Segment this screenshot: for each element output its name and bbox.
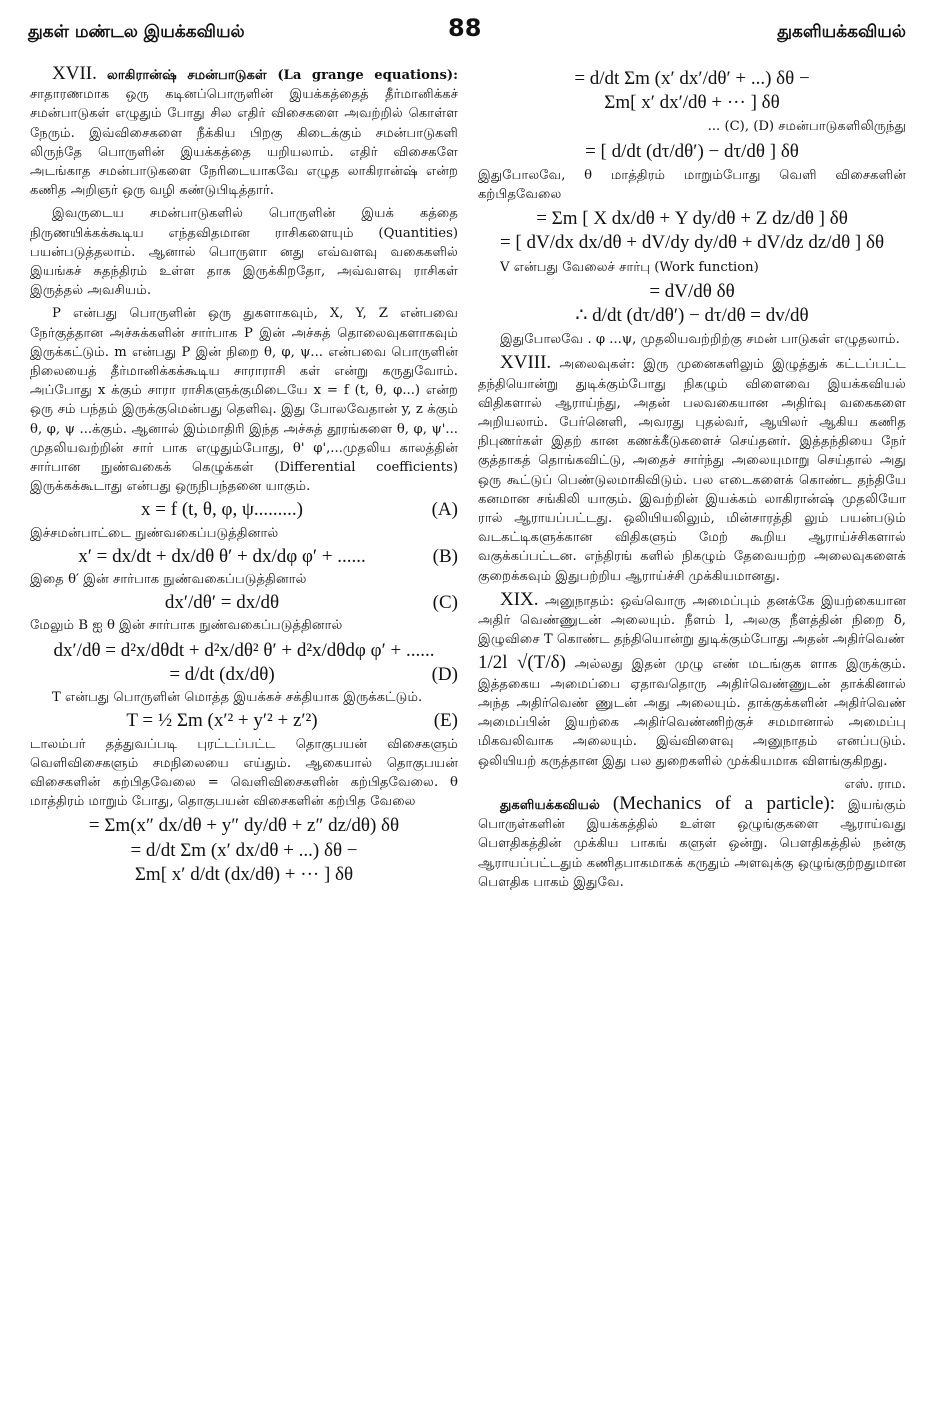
equation-f-line1: = Σm(x″ dx/dθ + y″ dy/dθ + z″ dz/dθ) δθ	[88, 816, 400, 836]
lagrange-section-intro	[30, 64, 458, 200]
equation-tag: (A)	[431, 499, 458, 521]
section-heading: லாகிரான்ஷ் சமன்பாடுகள் (La grange equations):	[106, 68, 459, 83]
section-number: XVIII.	[500, 352, 552, 374]
equation-h-line3: = dV/dθ δθ	[649, 281, 735, 302]
right-column	[478, 64, 906, 896]
equation-body: x′ = dx/dt + dx/dθ θ′ + dx/dφ φ′ + ......	[78, 546, 366, 567]
page-number: 88	[448, 14, 482, 42]
equation-tag: (E)	[433, 710, 458, 732]
section-number: XIX.	[500, 588, 539, 610]
paragraph: P என்பது பொருளின் ஒரு துகளாகவும், X, Y, Z என்பவை நேர்குத்தான அச்சுக்களின் சார்பாக P இன் அச்சுத் தொலைவுகளாகவும் இருக்கட்டும். m என்பது P இன் நிறை θ, φ, ψ... என்பவை பொருளின் நிலையைத் தீர்மானிக்கக்கூடிய சாராராசி கள் என்று கருதுவோம். அப்போது x க்கும் சாரா ராசிகளுக்குமிடையே x = f (t, θ, φ...) என்ற ஒரு சம் பந்தம் இருக்குமென்பது தெளிவு. இது போலவேதான் y, z க்கும் θ, φ, ψ ...க்கும். ஆனால் இம்மாதிரி இந்த அச்சுத் தூரங்களை θ, φ, ψ'... முதலியவற்றின் சார் பாக எழுதும்போது, θ' φ',...முதலிய காலத்தின் சார்பான நுண்வகைக் கெழுக்கள் (Differential coefficients) இருக்கக்கூடாது என்பது ஒருநிபந்தனை யாகும்.	[30, 306, 458, 495]
equation-body: x = f (t, θ, φ, ψ.........)	[141, 500, 303, 520]
resonance-section	[478, 590, 906, 650]
equation-a	[30, 500, 458, 519]
equation-body: = d/dt (dx/dθ)	[169, 664, 275, 685]
equation-b	[30, 547, 458, 566]
paragraph: இதுபோலவே . φ ...ψ, முதலியவற்றிற்கு சமன் பாடுகள் எழுதலாம்.	[500, 332, 900, 348]
entry-heading: துகளியக்கவியல்	[500, 797, 600, 813]
page-header	[28, 8, 912, 56]
equation-tag: (B)	[432, 545, 458, 567]
equation-note: ... (C), (D) சமன்பாடுகளிலிருந்து	[707, 119, 906, 135]
resonance-continued	[478, 653, 906, 770]
equation-tag: (D)	[431, 663, 458, 685]
left-column	[30, 64, 458, 889]
equation-body: T = ½ Σm (x′² + y′² + z′²)	[126, 711, 318, 731]
equation-g-line1: = d/dt Σm (x′ dx′/dθ′ + ...) δθ −	[574, 69, 810, 89]
equation-h-line2: = [ dV/dx dx/dθ + dV/dy dy/dθ + dV/dz dz/dθ ] δθ	[499, 233, 885, 253]
paragraph: இவருடைய சமன்பாடுகளில் பொருளின் இயக் கத்தை நிருணயிக்கக்கூடிய எந்தவிதமான ராசிகளையும் (Quantities) பயன்படுத்தலாம். ஆனால் பொருளா னது எவ்வளவு வகைகளில் இயங்கச் சுதந்திரம் உள்ள தாக இருக்கிறதோ, அவ்வளவு ராசிகள் இருத்தல் அவசியம்.	[30, 206, 458, 299]
paragraph: இதுபோலவே, θ மாத்திரம் மாறும்போது வெளி விசைகளின் கற்பிதவேலை	[478, 167, 906, 203]
paragraph: டாலம்பர் தத்துவப்படி புரட்டப்பட்ட தொகுபயன் விசைகளும் வெளிவிசைகளும் சமநிலையை எய்தும். ஆகையால் தொகுபயன் விசைகளின் கற்பிதவேலை = வெளிவிசைகளின் கற்பிதவேலை. θ மாத்திரம் மாறும் போது, தொகுபயன் விசைகளின் கற்பித வேலை	[30, 736, 458, 810]
particle-mechanics-entry	[478, 794, 906, 892]
equation-d	[30, 665, 458, 684]
paragraph-text: அல்லது இதன் முழு எண் மடங்குக ளாக இருக்கும். இத்தகைய அமைப்பை ஏதாவதொரு அதிர்வெண்ணுடன் தாக்கினால் அந்த அதிர்வெண் ணுடன் அது அலையும். தாக்குக்களின் அதிர்வெண் அமைப்பின் இயற்கை அதிர்வெண்ணிற்குச் சமமானால் அமைப்பு மிகவலிவாக அலையும். இவ்விளைவு அனுநாதம் எனப்படும். ஒலியியற் கருத்தான இது பல துறைகளில் முக்கியமாக விளங்குகிறது.	[478, 657, 906, 769]
paragraph: மேலும் B ஐ θ இன் சார்பாக நுண்வகைப்படுத்தினால்	[30, 618, 343, 634]
equation-body: dx′/dθ′ = dx/dθ	[164, 593, 280, 613]
paragraph-text: அனுநாதம்: ஒவ்வொரு அமைப்பும் தனக்கே இயற்கையான அதிர் வெண்ணுடன் அலையும். நீளம் l, அலகு நீளத்தின் நிறை δ, இழுவிசை T கொண்ட தந்தியொன்று துடிக்கும்போது அதன் அதிர்வெண்	[478, 593, 906, 648]
paragraph-text: அலைவுகள்: இரு முனைகளிலும் இழுத்துக் கட்டப்பட்ட தந்தியொன்று துடிக்கும்போது நிகழும் விளைவை இயக்கவியல் விதிகளால் ஆராய்ந்து, அதன் பலவகையான அதிர்வு வகைகளை அறியலாம். பேர்னெளி, அவரது புதல்வர், ஆயிலர் ஆகிய கணித நிபுணர்கள் இதற் கான கணக்கீடுகளைச் செய்தனர். இத்தந்தியை நேர் குத்தாகத் தொங்கவிட்டு, அதைச் சார்ந்து அலையுமாறு செய்தால் அது ஒரு கூட்டுப் பெண்டுலமாகிவிடும். பல எடைகளைக் கொண்ட தந்தியே கனமான சங்கிலி யாகும். இவற்றின் இயக்கம் லாகிரான்ஷ் முதலியோ ரால் ஆராயப்பட்டது. ஒலியியலிலும், மின்சாரத்தி லும் பயன்படும் வடகட்டிகளுக்கான விதிகளும் மேற் கூறிய ஆராய்ச்சிகளால் வகுக்கப்பட்டன. எந்திரங் களில் நிகழும் தேவையற்ற அலைவுகளைக் குறைக்கவும் இதுபற்றிய ஆராய்ச்சி முக்கியமானது.	[478, 357, 907, 584]
equation-tag: (C)	[432, 592, 458, 614]
running-title-right: துகளியக்கவியல்	[777, 22, 906, 42]
paragraph-text: இயங்கும் பொருள்களின் இயக்கத்தில் உள்ள ஒழுங்குகளை ஆராய்வது பௌதிகத்தின் முக்கிய பாகங் களுள் ஒன்று. பௌதிகத்தில் நன்கு ஆராயப்பட்டதும் கணிதபாகமாகக் கருதும் அளவுக்கு ஒழுங்குற்றதுமான பௌதிக பாகம் இதுவே.	[478, 797, 906, 890]
equation-f-line3: Σm[ x′ d/dt (dx/dθ) + ··· ] δθ	[134, 864, 354, 884]
paragraph-text: சாதாரணமாக ஒரு கடினப்பொருளின் இயக்கத்தைத் தீர்மானிக்கச் சமன்பாடுகள் எழுதும் போது சில எதிர் விசைகளை அவற்றில் கொள்ள நேரும். இவ்விசைகளை நீக்கிய பிறகு கிடைக்கும் சமன்பாடுகளி லிருந்தே பொருளின் இயக்கத்தை யறியலாம். எதிர் விசைகளே அடங்காத சமன்பாடுகளை நேரிடையாகவே எழுத லாகிரான்ஷ் என்ற கணித அறிஞர் ஒரு வழி கண்டுபிடித்தார்.	[30, 87, 458, 199]
equation-f-line2: = d/dt Σm (x′ dx/dθ + ...) δθ −	[130, 840, 358, 860]
equation-g-line2: Σm[ x′ dx′/dθ + ··· ] δθ	[604, 93, 780, 113]
equation-d-line1: dx′/dθ = d²x/dθdt + d²x/dθ² θ′ + d²x/dθdφ φ′ + ......	[53, 640, 435, 660]
equation-h-line1: = Σm [ X dx/dθ + Y dy/dθ + Z dz/dθ ] δθ	[536, 209, 848, 229]
entry-heading-latin: (Mechanics of a particle):	[612, 792, 836, 814]
running-title-left: துகள் மண்டல இயக்கவியல்	[28, 22, 245, 42]
vibrations-section	[478, 353, 906, 585]
paragraph: இதை θ′ இன் சார்பாக நுண்வகைப்படுத்தினால்	[30, 572, 307, 588]
section-number: XVII.	[52, 63, 97, 84]
paragraph: இச்சமன்பாட்டை நுண்வகைப்படுத்தினால்	[30, 525, 279, 541]
equation-c	[30, 593, 458, 612]
equation-e	[30, 711, 458, 730]
author-signature: எஸ். ராம.	[844, 776, 906, 792]
work-function-line: V என்பது வேலைச் சார்பு (Work function)	[500, 259, 759, 275]
paragraph: T என்பது பொருளின் மொத்த இயக்கச் சக்தியாக இருக்கட்டும்.	[52, 690, 423, 706]
frequency-formula: 1/2l √(T/δ)	[478, 652, 566, 674]
equation-h-line4: ∴ d/dt (dτ/dθ′) − dτ/dθ = dv/dθ	[575, 306, 809, 326]
equation-g-line3: = [ d/dt (dτ/dθ′) − dτ/dθ ] δθ	[585, 141, 799, 161]
